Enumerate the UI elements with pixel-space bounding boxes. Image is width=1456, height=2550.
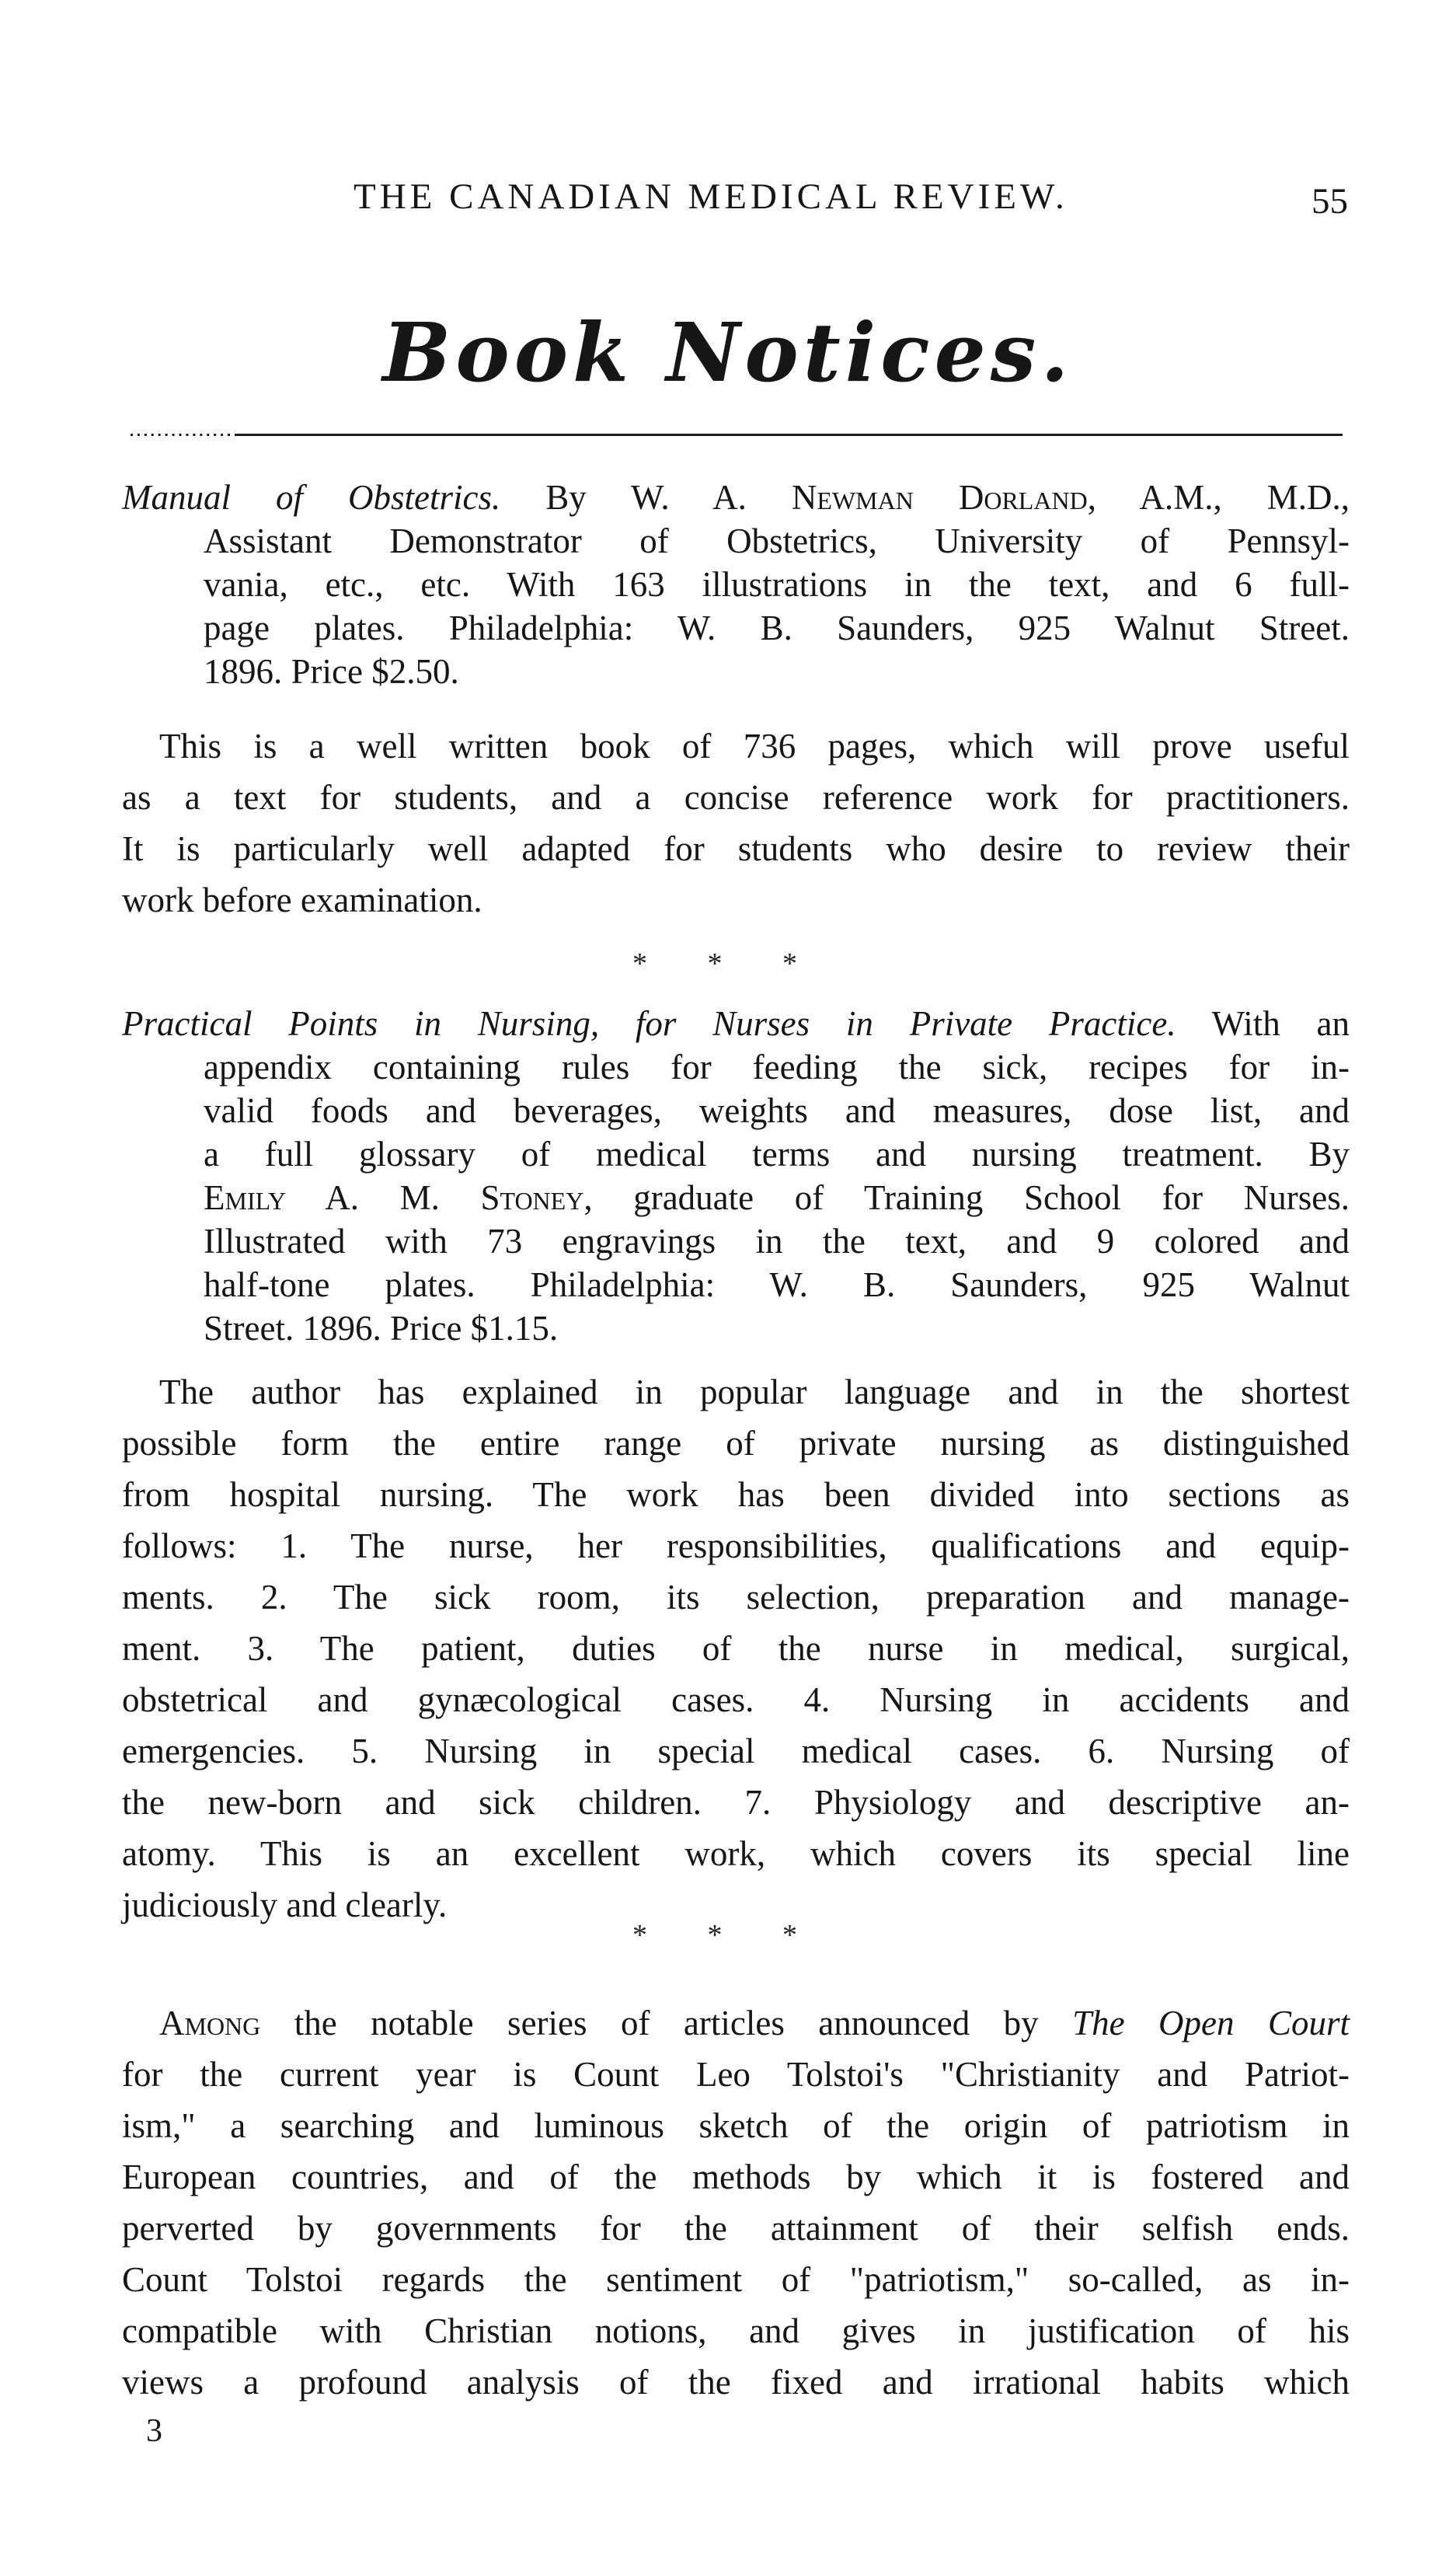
citation-text: , graduate of Training School for Nurses.: [583, 1178, 1350, 1217]
paragraph-line: [122, 1997, 1350, 2049]
notice2-citation: [122, 1002, 1350, 1350]
paragraph-line: Count Tolstoi regards the sentiment of "patriotism," so-called, as in-: [122, 2260, 1350, 2299]
paragraph-line: the new-born and sick children. 7. Physiology and descriptive an-: [122, 1783, 1350, 1822]
citation-line: Street. 1896. Price $1.15.: [204, 1309, 559, 1348]
citation-line: valid foods and beverages, weights and measures, dose list, and: [204, 1091, 1350, 1130]
notice1-review: [122, 720, 1350, 926]
book-title: Manual of Obstetrics.: [122, 478, 501, 517]
page-number: 55: [1311, 181, 1348, 222]
publication-title: The Open Court: [1072, 2004, 1350, 2042]
paragraph-line: from hospital nursing. The work has been divided into sections as: [122, 1475, 1350, 1514]
paragraph-line: European countries, and of the methods by which it is fostered and: [122, 2158, 1350, 2196]
notice3-paragraph: [122, 1997, 1350, 2408]
paragraph-line: atomy. This is an excellent work, which covers its special line: [122, 1834, 1350, 1873]
signature-mark: 3: [146, 2413, 162, 2449]
citation-line: 1896. Price $2.50.: [204, 652, 459, 691]
paragraph-line: The author has explained in popular language and in the shortest: [159, 1373, 1350, 1411]
citation-line: appendix containing rules for feeding the sick, recipes for in-: [204, 1048, 1350, 1087]
citation-line: page plates. Philadelphia: W. B. Saunders, 925 Walnut Street.: [204, 609, 1350, 647]
section-separator: * * *: [632, 947, 824, 980]
author-name: Newman Dorland: [791, 478, 1088, 517]
author-name: Emily A. M. Stoney: [204, 1178, 584, 1217]
paragraph-line: emergencies. 5. Nursing in special medical cases. 6. Nursing of: [122, 1732, 1350, 1770]
section-title: Book Notices.: [382, 305, 1074, 400]
citation-line: Illustrated with 73 engravings in the text, and 9 colored and: [204, 1222, 1350, 1261]
paragraph-line: It is particularly well adapted for students who desire to review their: [122, 829, 1350, 868]
citation-line: [122, 1176, 1350, 1219]
paragraph-line: perverted by governments for the attainment of their selfish ends.: [122, 2209, 1350, 2248]
title-rule: [126, 434, 1343, 436]
lead-word: Among: [159, 2004, 261, 2042]
notice2-review: [122, 1366, 1350, 1931]
paragraph-line: possible form the entire range of private nursing as distinguished: [122, 1424, 1350, 1463]
paragraph-line: work before examination.: [122, 881, 482, 919]
paragraph-line: obstetrical and gynæcological cases. 4. Nursing in accidents and: [122, 1680, 1350, 1719]
citation-line: [122, 476, 1350, 519]
paragraph-line: ments. 2. The sick room, its selection, preparation and manage-: [122, 1578, 1350, 1617]
paragraph-line: for the current year is Count Leo Tolstoi's "Christianity and Patriot-: [122, 2055, 1350, 2094]
title-rule-dash: [126, 434, 235, 436]
paragraph-line: ment. 3. The patient, duties of the nurse in medical, surgical,: [122, 1629, 1350, 1668]
citation-line: half-tone plates. Philadelphia: W. B. Saunders, 925 Walnut: [204, 1265, 1350, 1304]
section-separator: * * *: [632, 1919, 824, 1952]
paragraph-text: the notable series of articles announced by: [294, 2004, 1039, 2042]
paragraph-line: ism," a searching and luminous sketch of the origin of patriotism in: [122, 2106, 1350, 2145]
citation-line: vania, etc., etc. With 163 illustrations in the text, and 6 full-: [204, 565, 1350, 604]
journal-title: THE CANADIAN MEDICAL REVIEW.: [354, 176, 1068, 217]
paragraph-line: judiciously and clearly.: [122, 1885, 448, 1924]
citation-line: Assistant Demonstrator of Obstetrics, University of Pennsyl-: [204, 522, 1350, 560]
paragraph-line: This is a well written book of 736 pages, which will prove useful: [159, 727, 1350, 766]
paragraph-line: follows: 1. The nurse, her responsibilities, qualifications and equip-: [122, 1526, 1350, 1565]
running-head: [0, 176, 1456, 222]
notice1-citation: [122, 476, 1350, 693]
citation-text: With an: [1211, 1004, 1350, 1043]
paragraph-line: compatible with Christian notions, and gives in justification of his: [122, 2311, 1350, 2350]
paragraph-line: as a text for students, and a concise reference work for practitioners.: [122, 778, 1350, 817]
book-title: Practical Points in Nursing, for Nurses in Private Practice.: [122, 1004, 1176, 1043]
paragraph-line: views a profound analysis of the fixed and irrational habits which: [122, 2363, 1350, 2402]
citation-by: By W. A.: [545, 478, 747, 517]
author-degrees: , A.M., M.D.,: [1087, 478, 1350, 517]
citation-line: a full glossary of medical terms and nursing treatment. By: [204, 1135, 1350, 1174]
citation-line: [122, 1002, 1350, 1045]
